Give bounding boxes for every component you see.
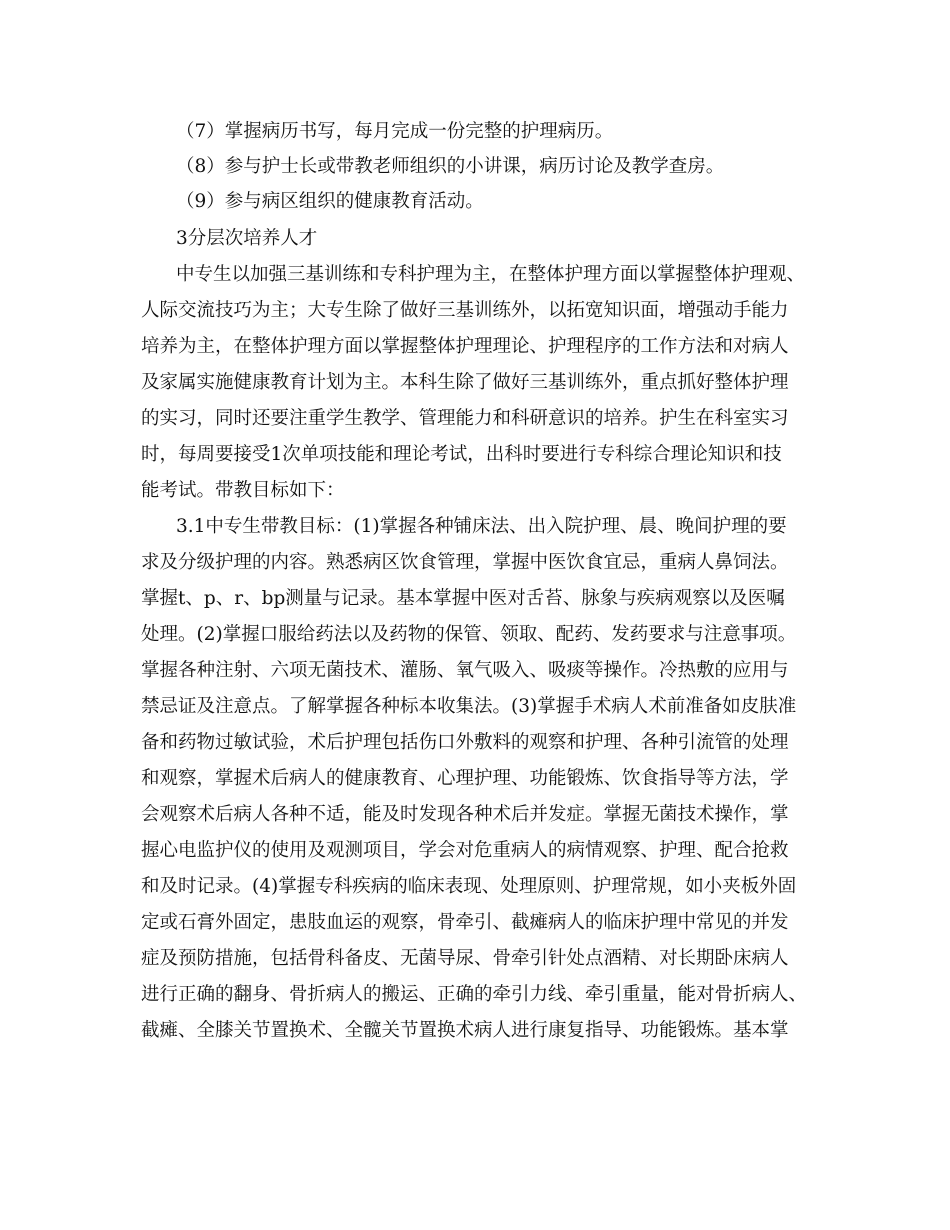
paragraph-line: 握心电监护仪的使用及观测项目，学会对危重病人的病情观察、护理、配合抢救: [141, 840, 789, 861]
paragraph-line: 时，每周要接受1次单项技能和理论考试，出科时要进行专科综合理论知识和技: [141, 444, 782, 465]
paragraph-line: 禁忌证及注意点。了解掌握各种标本收集法。(3)掌握手术病人术前准备如皮肤准: [141, 696, 797, 717]
paragraph-line: 人际交流技巧为主；大专生除了做好三基训练外，以拓宽知识面，增强动手能力: [141, 300, 789, 321]
paragraph-line: 会观察术后病人各种不适，能及时发现各种术后并发症。掌握无菌技术操作，掌: [141, 804, 789, 825]
paragraph-line: 3.1中专生带教目标：(1)掌握各种铺床法、出入院护理、晨、晚间护理的要: [176, 516, 787, 537]
paragraph-line: 及家属实施健康教育计划为主。本科生除了做好三基训练外，重点抓好整体护理: [141, 372, 789, 393]
paragraph-line: 和及时记录。(4)掌握专科疾病的临床表现、处理原则、护理常规，如小夹板外固: [141, 876, 797, 897]
list-item-8: （8）参与护士长或带教老师组织的小讲课，病历讨论及教学查房。: [176, 156, 725, 177]
paragraph-line: 定或石膏外固定，患肢血运的观察，骨牵引、截瘫病人的临床护理中常见的并发: [141, 912, 789, 933]
list-item-9: （9）参与病区组织的健康教育活动。: [176, 191, 484, 212]
paragraph-line: 处理。(2)掌握口服给药法以及药物的保管、领取、配药、发药要求与注意事项。: [141, 624, 797, 645]
paragraph-line: 掌握t、p、r、bp测量与记录。基本掌握中医对舌苔、脉象与疾病观察以及医嘱: [141, 588, 785, 609]
paragraph-line: 掌握各种注射、六项无菌技术、灌肠、氧气吸入、吸痰等操作。冷热敷的应用与: [141, 660, 789, 681]
paragraph-line: 备和药物过敏试验，术后护理包括伤口外敷料的观察和护理、各种引流管的处理: [141, 732, 789, 753]
paragraph-line: 症及预防措施，包括骨科备皮、无菌导尿、骨牵引针处点酒精、对长期卧床病人: [141, 948, 789, 969]
list-item-7: （7）掌握病历书写，每月完成一份完整的护理病历。: [176, 121, 614, 142]
paragraph-line: 中专生以加强三基训练和专科护理为主，在整体护理方面以掌握整体护理观、: [176, 264, 806, 285]
paragraph-line: 进行正确的翻身、骨折病人的搬运、正确的牵引力线、牵引重量，能对骨折病人、: [141, 984, 808, 1005]
paragraph-line: 的实习，同时还要注重学生教学、管理能力和科研意识的培养。护生在科室实习: [141, 408, 789, 429]
paragraph-line: 能考试。带教目标如下：: [141, 480, 345, 501]
paragraph-line: 求及分级护理的内容。熟悉病区饮食管理，掌握中医饮食宜忌，重病人鼻饲法。: [141, 552, 789, 573]
section-heading: 3分层次培养人才: [176, 228, 318, 249]
paragraph-line: 和观察，掌握术后病人的健康教育、心理护理、功能锻炼、饮食指导等方法，学: [141, 768, 789, 789]
paragraph-line: 截瘫、全膝关节置换术、全髋关节置换术病人进行康复指导、功能锻炼。基本掌: [141, 1020, 789, 1041]
paragraph-line: 培养为主，在整体护理方面以掌握整体护理理论、护理程序的工作方法和对病人: [141, 336, 789, 357]
